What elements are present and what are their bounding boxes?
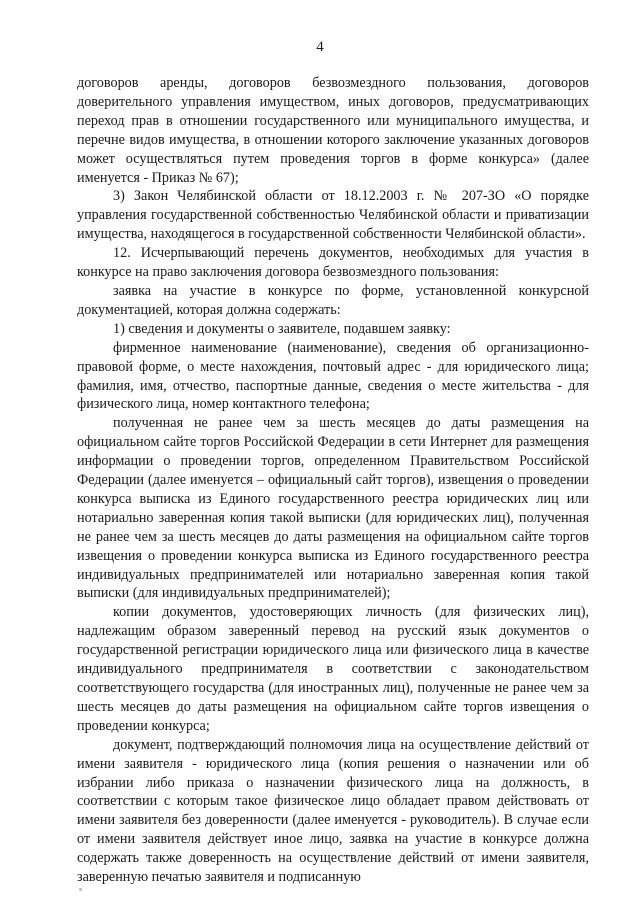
document-body: [77, 74, 589, 887]
paragraph-company-name: фирменное наименование (наименование), сведения об организационно-правовой форме, о месте нахождения, почтовый адрес - для юридического лица; фамилия, имя, отчество, паспортные данные, сведения о месте жительства - для физического лица, номер контактного телефона;: [77, 339, 589, 413]
page-number: 4: [316, 39, 324, 55]
paragraph-law-item-3: 3) Закон Челябинской области от 18.12.2003 г. № 207-ЗО «О порядке управления государственной собственностью Челябинской области и приватизации имущества, находящегося в государственной собственности Челябинской области».: [77, 188, 589, 243]
paragraph-application-form: заявка на участие в конкурсе по форме, установленной конкурсной документацией, которая должна содержать:: [77, 282, 589, 318]
paragraph-continuation: договоров аренды, договоров безвозмездного пользования, договоров доверительного управления имуществом, иных договоров, предусматривающих переход прав в отношении государственного или муниципального имущества, и перечне видов имущества, в отношении которого заключение указанных договоров может осуществляться путем проведения торгов в форме конкурса» (далее именуется - Приказ № 67);: [77, 75, 589, 186]
scan-artifact: [79, 888, 82, 891]
paragraph-registry-extract: полученная не ранее чем за шесть месяцев до даты размещения на официальном сайте торгов Российской Федерации в сети Интернет для размещения информации о проведении торгов, определенном Правительством Российской Федерации (далее именуется – официальный сайт торгов), извещения о проведении конкурса выписка из Единого государственного реестра юридических лиц или нотариально заверенная копия такой выписки (для юридических лиц), полученная не ранее чем за шесть месяцев до даты размещения на официальном сайте торгов извещения о проведении конкурса выписка из Единого государственного реестра индивидуальных предпринимателей или нотариально заверенная копия такой выписки (для индивидуальных предпринимателей);: [77, 415, 589, 602]
paragraph-item-1: 1) сведения и документы о заявителе, подавшем заявку:: [113, 320, 451, 337]
paragraph-section-12: 12. Исчерпывающий перечень документов, необходимых для участия в конкурсе на право заключения договора безвозмездного пользования:: [77, 245, 589, 281]
paragraph-authority-document: документ, подтверждающий полномочия лица на осуществление действий от имени заявителя - юридического лица (копия решения о назначении или об избрании либо приказа о назначении физического лица на должность, в соответствии с которым такое физическое лицо обладает правом действовать от имени заявителя без доверенности (далее именуется - руководитель). В случае если от имени заявителя действует иное лицо, заявка на участие в конкурсе должна содержать также доверенность на осуществление действий от имени заявителя, заверенную печатью заявителя и подписанную: [77, 736, 589, 886]
paragraph-identity-copies: копии документов, удостоверяющих личность (для физических лиц), надлежащим образом заверенный перевод на русский язык документов о государственной регистрации юридического лица или физического лица в качестве индивидуального предпринимателя в соответствии с законодательством соответствующего государства (для иностранных лиц), полученные не ранее чем за шесть месяцев до даты размещения на официальном сайте торгов извещения о проведении конкурса;: [77, 604, 589, 734]
